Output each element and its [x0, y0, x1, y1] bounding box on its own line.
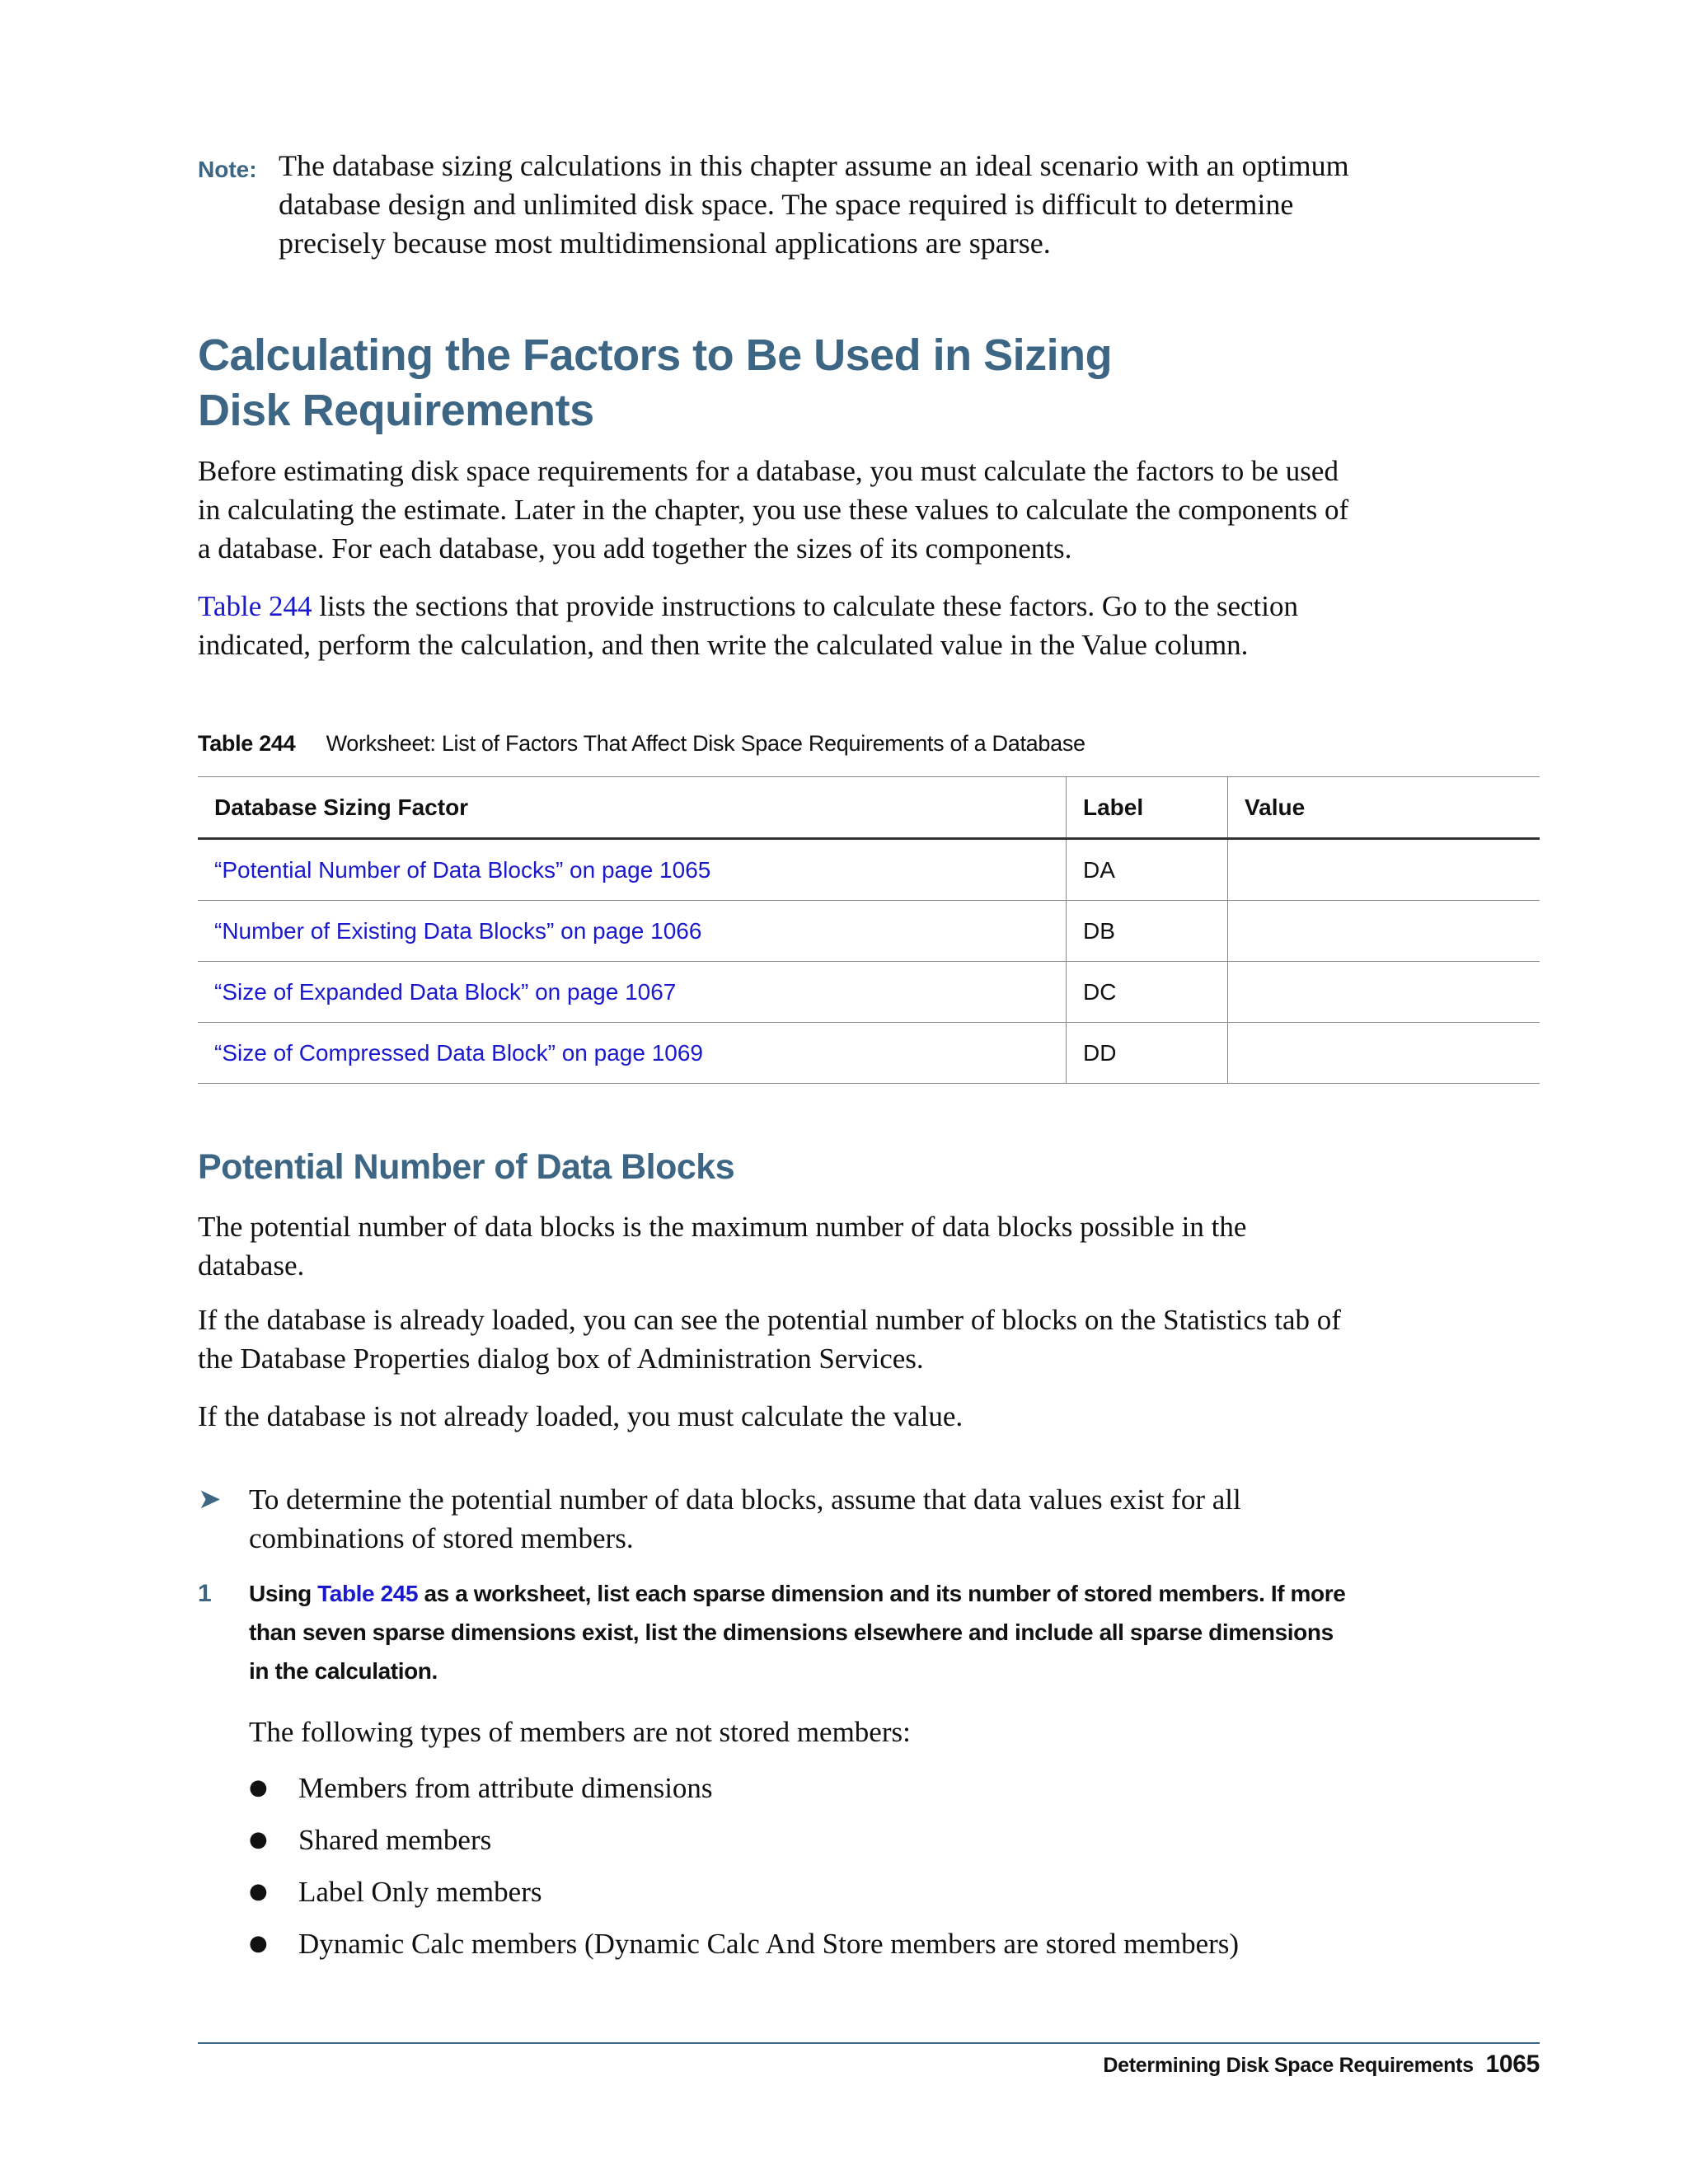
table-header-row: [198, 777, 1540, 839]
list-item-text: Members from attribute dimensions: [298, 1772, 713, 1804]
factor-cell: [198, 839, 1067, 901]
footer-divider: [198, 2042, 1540, 2044]
section-heading: Calculating the Factors to Be Used in Sizing Disk Requirements: [198, 330, 1113, 435]
bullet-icon: ●: [249, 1879, 268, 1904]
list-item-text: Shared members: [298, 1824, 492, 1856]
step-number: 1: [198, 1580, 212, 1607]
page-number: 1065: [1485, 2050, 1540, 2078]
table-caption-number: Table 244: [198, 731, 296, 756]
factor-cell: [198, 901, 1067, 962]
subsection-paragraph-2: If the database is already loaded, you can see the potential number of blocks on the Statistics tab of the Database Properties dialog box of Administration Services.: [198, 1304, 1341, 1375]
label-cell: DC: [1067, 962, 1228, 1023]
bullet-icon: ●: [249, 1775, 268, 1800]
subsection-paragraph-1: The potential number of data blocks is the maximum number of data blocks possible in the database.: [198, 1211, 1247, 1282]
factor-link[interactable]: “Size of Expanded Data Block” on page 1067: [214, 978, 677, 1005]
footer-title: Determining Disk Space Requirements: [1103, 2054, 1474, 2077]
factors-table: [198, 776, 1540, 1084]
table-row: [198, 901, 1540, 962]
list-item-text: Label Only members: [298, 1876, 542, 1908]
table-245-link[interactable]: Table 245: [317, 1581, 419, 1606]
list-item: [249, 1821, 1239, 1859]
procedure-text: To determine the potential number of data blocks, assume that data values exist for all combinations of stored members.: [249, 1483, 1241, 1554]
step-text-pre: Using: [249, 1581, 318, 1606]
value-cell: [1228, 1023, 1540, 1084]
bullet-icon: ●: [249, 1827, 268, 1852]
header-value: Value: [1228, 777, 1540, 839]
table-244-link[interactable]: Table 244: [198, 590, 312, 622]
list-item: [249, 1769, 1239, 1807]
non-stored-members-list: [249, 1769, 1239, 1976]
table-caption: [198, 731, 1085, 757]
factor-link[interactable]: “Size of Compressed Data Block” on page 1069: [214, 1039, 703, 1066]
subsection-paragraph-3: If the database is not already loaded, you must calculate the value.: [198, 1400, 964, 1432]
list-item: [249, 1924, 1239, 1963]
factor-link[interactable]: “Potential Number of Data Blocks” on page 1065: [214, 856, 711, 883]
note-block: [198, 147, 1352, 263]
table-row: [198, 839, 1540, 901]
table-row: [198, 1023, 1540, 1084]
step-text-rest: as a worksheet, list each sparse dimension and its number of stored members. If more than seven sparse dimensions exist, list the dimensions elsewhere and include all sparse dimensions in the calculation.: [249, 1581, 1346, 1684]
label-cell: DA: [1067, 839, 1228, 901]
table-caption-text: Worksheet: List of Factors That Affect Disk Space Requirements of a Database: [326, 731, 1085, 756]
section-paragraph-2-text: lists the sections that provide instructions to calculate these factors. Go to the section indicated, perform the calculation, and then write the calculated value in the Value column.: [198, 590, 1298, 661]
value-cell: [1228, 901, 1540, 962]
header-label: Label: [1067, 777, 1228, 839]
section-paragraph-1: Before estimating disk space requirements for a database, you must calculate the factors to be used in calculating the estimate. Later in the chapter, you use these values to calculate the components of a database. For each database, you add together the sizes of its components.: [198, 455, 1349, 565]
step-followup: The following types of members are not stored members:: [249, 1716, 911, 1748]
header-database-sizing-factor: Database Sizing Factor: [198, 777, 1067, 839]
value-cell: [1228, 839, 1540, 901]
factor-link[interactable]: “Number of Existing Data Blocks” on page 1066: [214, 917, 702, 944]
section-paragraph-2: [198, 587, 1352, 664]
step-1: [198, 1574, 1352, 1690]
procedure-intro: [198, 1480, 1352, 1558]
label-cell: DB: [1067, 901, 1228, 962]
factor-cell: [198, 1023, 1067, 1084]
list-item: [249, 1872, 1239, 1911]
factor-cell: [198, 962, 1067, 1023]
arrow-right-icon: ➤: [198, 1483, 222, 1516]
step-text: [249, 1574, 1352, 1690]
table-row: [198, 962, 1540, 1023]
note-text: The database sizing calculations in this chapter assume an ideal scenario with an optimum database design and unlimited disk space. The space required is difficult to determine precisely because most multidimensional applications are sparse.: [279, 149, 1349, 260]
subsection-heading: Potential Number of Data Blocks: [198, 1147, 735, 1187]
value-cell: [1228, 962, 1540, 1023]
list-item-text: Dynamic Calc members (Dynamic Calc And Store members are stored members): [298, 1928, 1240, 1960]
label-cell: DD: [1067, 1023, 1228, 1084]
note-label: Note:: [198, 157, 257, 182]
page-footer: [1103, 2050, 1540, 2079]
bullet-icon: ●: [249, 1931, 268, 1956]
